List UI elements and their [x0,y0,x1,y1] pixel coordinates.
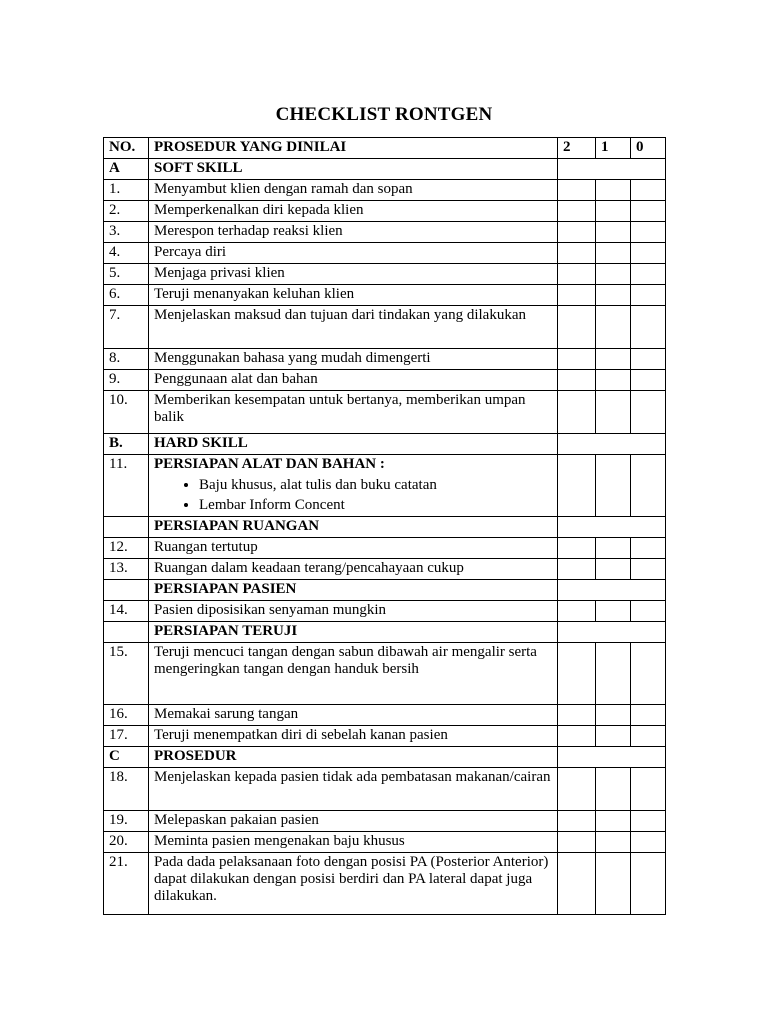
item-text: Menyambut klien dengan ramah dan sopan [149,180,558,201]
score-cell-0[interactable] [631,643,666,705]
score-cell-1[interactable] [596,705,631,726]
item-text: Percaya diri [149,243,558,264]
score-cell-2[interactable] [558,201,596,222]
subsection-row [104,517,666,538]
score-cell-0[interactable] [631,726,666,747]
item-text: Menggunakan bahasa yang mudah dimengerti [149,349,558,370]
subsection-heading: PERSIAPAN PASIEN [149,580,558,601]
item-text: Penggunaan alat dan bahan [149,370,558,391]
subsection-no [104,622,149,643]
score-cell-0[interactable] [631,559,666,580]
score-cell-1[interactable] [596,832,631,853]
section-label: PROSEDUR [149,747,558,768]
table-header-row [104,138,666,159]
table-row [104,832,666,853]
page-title: CHECKLIST RONTGEN [275,104,493,125]
header-no: NO. [104,138,149,159]
table-row [104,306,666,349]
section-row-c [104,747,666,768]
table-row [104,264,666,285]
item-no: 1. [104,180,149,201]
score-cell-1[interactable] [596,726,631,747]
score-cell-2[interactable] [558,180,596,201]
score-cell-0[interactable] [631,264,666,285]
section-row-a [104,159,666,180]
score-cell-2[interactable] [558,643,596,705]
item-no: 2. [104,201,149,222]
score-cell-0[interactable] [631,538,666,559]
score-cell-1[interactable] [596,643,631,705]
item-no: 10. [104,391,149,434]
item-text: Menjelaskan kepada pasien tidak ada pembatasan makanan/cairan [149,768,558,811]
score-cell-1[interactable] [596,349,631,370]
score-cell-0[interactable] [631,705,666,726]
score-cell-1[interactable] [596,180,631,201]
item-no: 6. [104,285,149,306]
table-row [104,285,666,306]
section-blank [558,747,666,768]
score-cell-2[interactable] [558,853,596,915]
item-text: Ruangan tertutup [149,538,558,559]
list-item: • Lembar Inform Concent [199,495,552,515]
section-blank [558,159,666,180]
score-cell-0[interactable] [631,853,666,915]
item-text [149,455,558,517]
item-no: 18. [104,768,149,811]
section-code: B. [104,434,149,455]
score-cell-2[interactable] [558,559,596,580]
score-cell-1[interactable] [596,455,631,517]
score-cell-2[interactable] [558,285,596,306]
score-cell-0[interactable] [631,811,666,832]
score-cell-1[interactable] [596,306,631,349]
subsection-row [104,622,666,643]
score-cell-0[interactable] [631,601,666,622]
score-cell-2[interactable] [558,705,596,726]
score-cell-0[interactable] [631,180,666,201]
header-score-0: 0 [631,138,666,159]
table-row [104,705,666,726]
score-cell-0[interactable] [631,455,666,517]
list-item: • Baju khusus, alat tulis dan buku catatan [199,475,552,495]
checklist-table [103,137,666,915]
score-cell-2[interactable] [558,370,596,391]
item-no: 4. [104,243,149,264]
score-cell-0[interactable] [631,349,666,370]
score-cell-2[interactable] [558,264,596,285]
section-label: SOFT SKILL [149,159,558,180]
table-row [104,643,666,705]
item-text: Memberikan kesempatan untuk bertanya, memberikan umpan balik [149,391,558,434]
score-cell-2[interactable] [558,243,596,264]
score-cell-1[interactable] [596,559,631,580]
score-cell-0[interactable] [631,201,666,222]
section-blank [558,622,666,643]
item-no: 17. [104,726,149,747]
item-text: Pada dada pelaksanaan foto dengan posisi PA (Posterior Anterior) dapat dilakukan dengan posisi berdiri dan PA lateral dapat juga dilakukan. [149,853,558,915]
section-blank [558,434,666,455]
item-text: Teruji mencuci tangan dengan sabun dibawah air mengalir serta mengeringkan tangan dengan handuk bersih [149,643,558,705]
subsection-heading: PERSIAPAN TERUJI [149,622,558,643]
score-cell-1[interactable] [596,264,631,285]
item-no: 12. [104,538,149,559]
subsection-no [104,517,149,538]
table-row [104,391,666,434]
table-row [104,370,666,391]
table-row [104,559,666,580]
item-no: 19. [104,811,149,832]
score-cell-1[interactable] [596,853,631,915]
header-procedure: PROSEDUR YANG DINILAI [149,138,558,159]
score-cell-2[interactable] [558,538,596,559]
score-cell-1[interactable] [596,811,631,832]
score-cell-2[interactable] [558,768,596,811]
item-text: Teruji menempatkan diri di sebelah kanan pasien [149,726,558,747]
table-row [104,601,666,622]
item-text: Melepaskan pakaian pasien [149,811,558,832]
item-text: Memperkenalkan diri kepada klien [149,201,558,222]
item-no: 11. [104,455,149,517]
item-no: 9. [104,370,149,391]
table-row [104,455,666,517]
item-no: 21. [104,853,149,915]
item-text: Memakai sarung tangan [149,705,558,726]
item-no: 3. [104,222,149,243]
score-cell-1[interactable] [596,601,631,622]
table-row [104,768,666,811]
section-blank [558,517,666,538]
item-no: 8. [104,349,149,370]
score-cell-0[interactable] [631,222,666,243]
score-cell-2[interactable] [558,832,596,853]
item-no: 15. [104,643,149,705]
score-cell-0[interactable] [631,768,666,811]
header-score-2: 2 [558,138,596,159]
section-code: A [104,159,149,180]
score-cell-1[interactable] [596,222,631,243]
score-cell-1[interactable] [596,201,631,222]
table-row [104,222,666,243]
item-text: Pasien diposisikan senyaman mungkin [149,601,558,622]
item-no: 16. [104,705,149,726]
score-cell-2[interactable] [558,349,596,370]
score-cell-0[interactable] [631,285,666,306]
item-text: Ruangan dalam keadaan terang/pencahayaan cukup [149,559,558,580]
score-cell-1[interactable] [596,538,631,559]
item-no: 5. [104,264,149,285]
bullet-list [154,475,552,515]
item-no: 7. [104,306,149,349]
subsection-row [104,580,666,601]
score-cell-2[interactable] [558,726,596,747]
score-cell-2[interactable] [558,601,596,622]
item-text: Menjaga privasi klien [149,264,558,285]
table-row [104,349,666,370]
score-cell-0[interactable] [631,391,666,434]
table-row [104,243,666,264]
table-row [104,201,666,222]
header-score-1: 1 [596,138,631,159]
table-row [104,538,666,559]
score-cell-0[interactable] [631,832,666,853]
subsection-heading: PERSIAPAN RUANGAN [149,517,558,538]
score-cell-1[interactable] [596,768,631,811]
item-no: 13. [104,559,149,580]
score-cell-2[interactable] [558,811,596,832]
item-no: 14. [104,601,149,622]
score-cell-0[interactable] [631,243,666,264]
section-row-b [104,434,666,455]
subsection-no [104,580,149,601]
score-cell-1[interactable] [596,370,631,391]
score-cell-2[interactable] [558,455,596,517]
item-text: Teruji menanyakan keluhan klien [149,285,558,306]
table-row [104,726,666,747]
table-row [104,811,666,832]
score-cell-1[interactable] [596,243,631,264]
score-cell-2[interactable] [558,306,596,349]
score-cell-1[interactable] [596,391,631,434]
score-cell-0[interactable] [631,306,666,349]
item-text: Merespon terhadap reaksi klien [149,222,558,243]
table-row [104,180,666,201]
section-label: HARD SKILL [149,434,558,455]
score-cell-2[interactable] [558,391,596,434]
section-blank [558,580,666,601]
item-text: Meminta pasien mengenakan baju khusus [149,832,558,853]
section-code: C [104,747,149,768]
subsection-heading: PERSIAPAN ALAT DAN BAHAN : [154,456,385,472]
score-cell-0[interactable] [631,370,666,391]
table-row [104,853,666,915]
item-no: 20. [104,832,149,853]
item-text: Menjelaskan maksud dan tujuan dari tindakan yang dilakukan [149,306,558,349]
score-cell-2[interactable] [558,222,596,243]
score-cell-1[interactable] [596,285,631,306]
